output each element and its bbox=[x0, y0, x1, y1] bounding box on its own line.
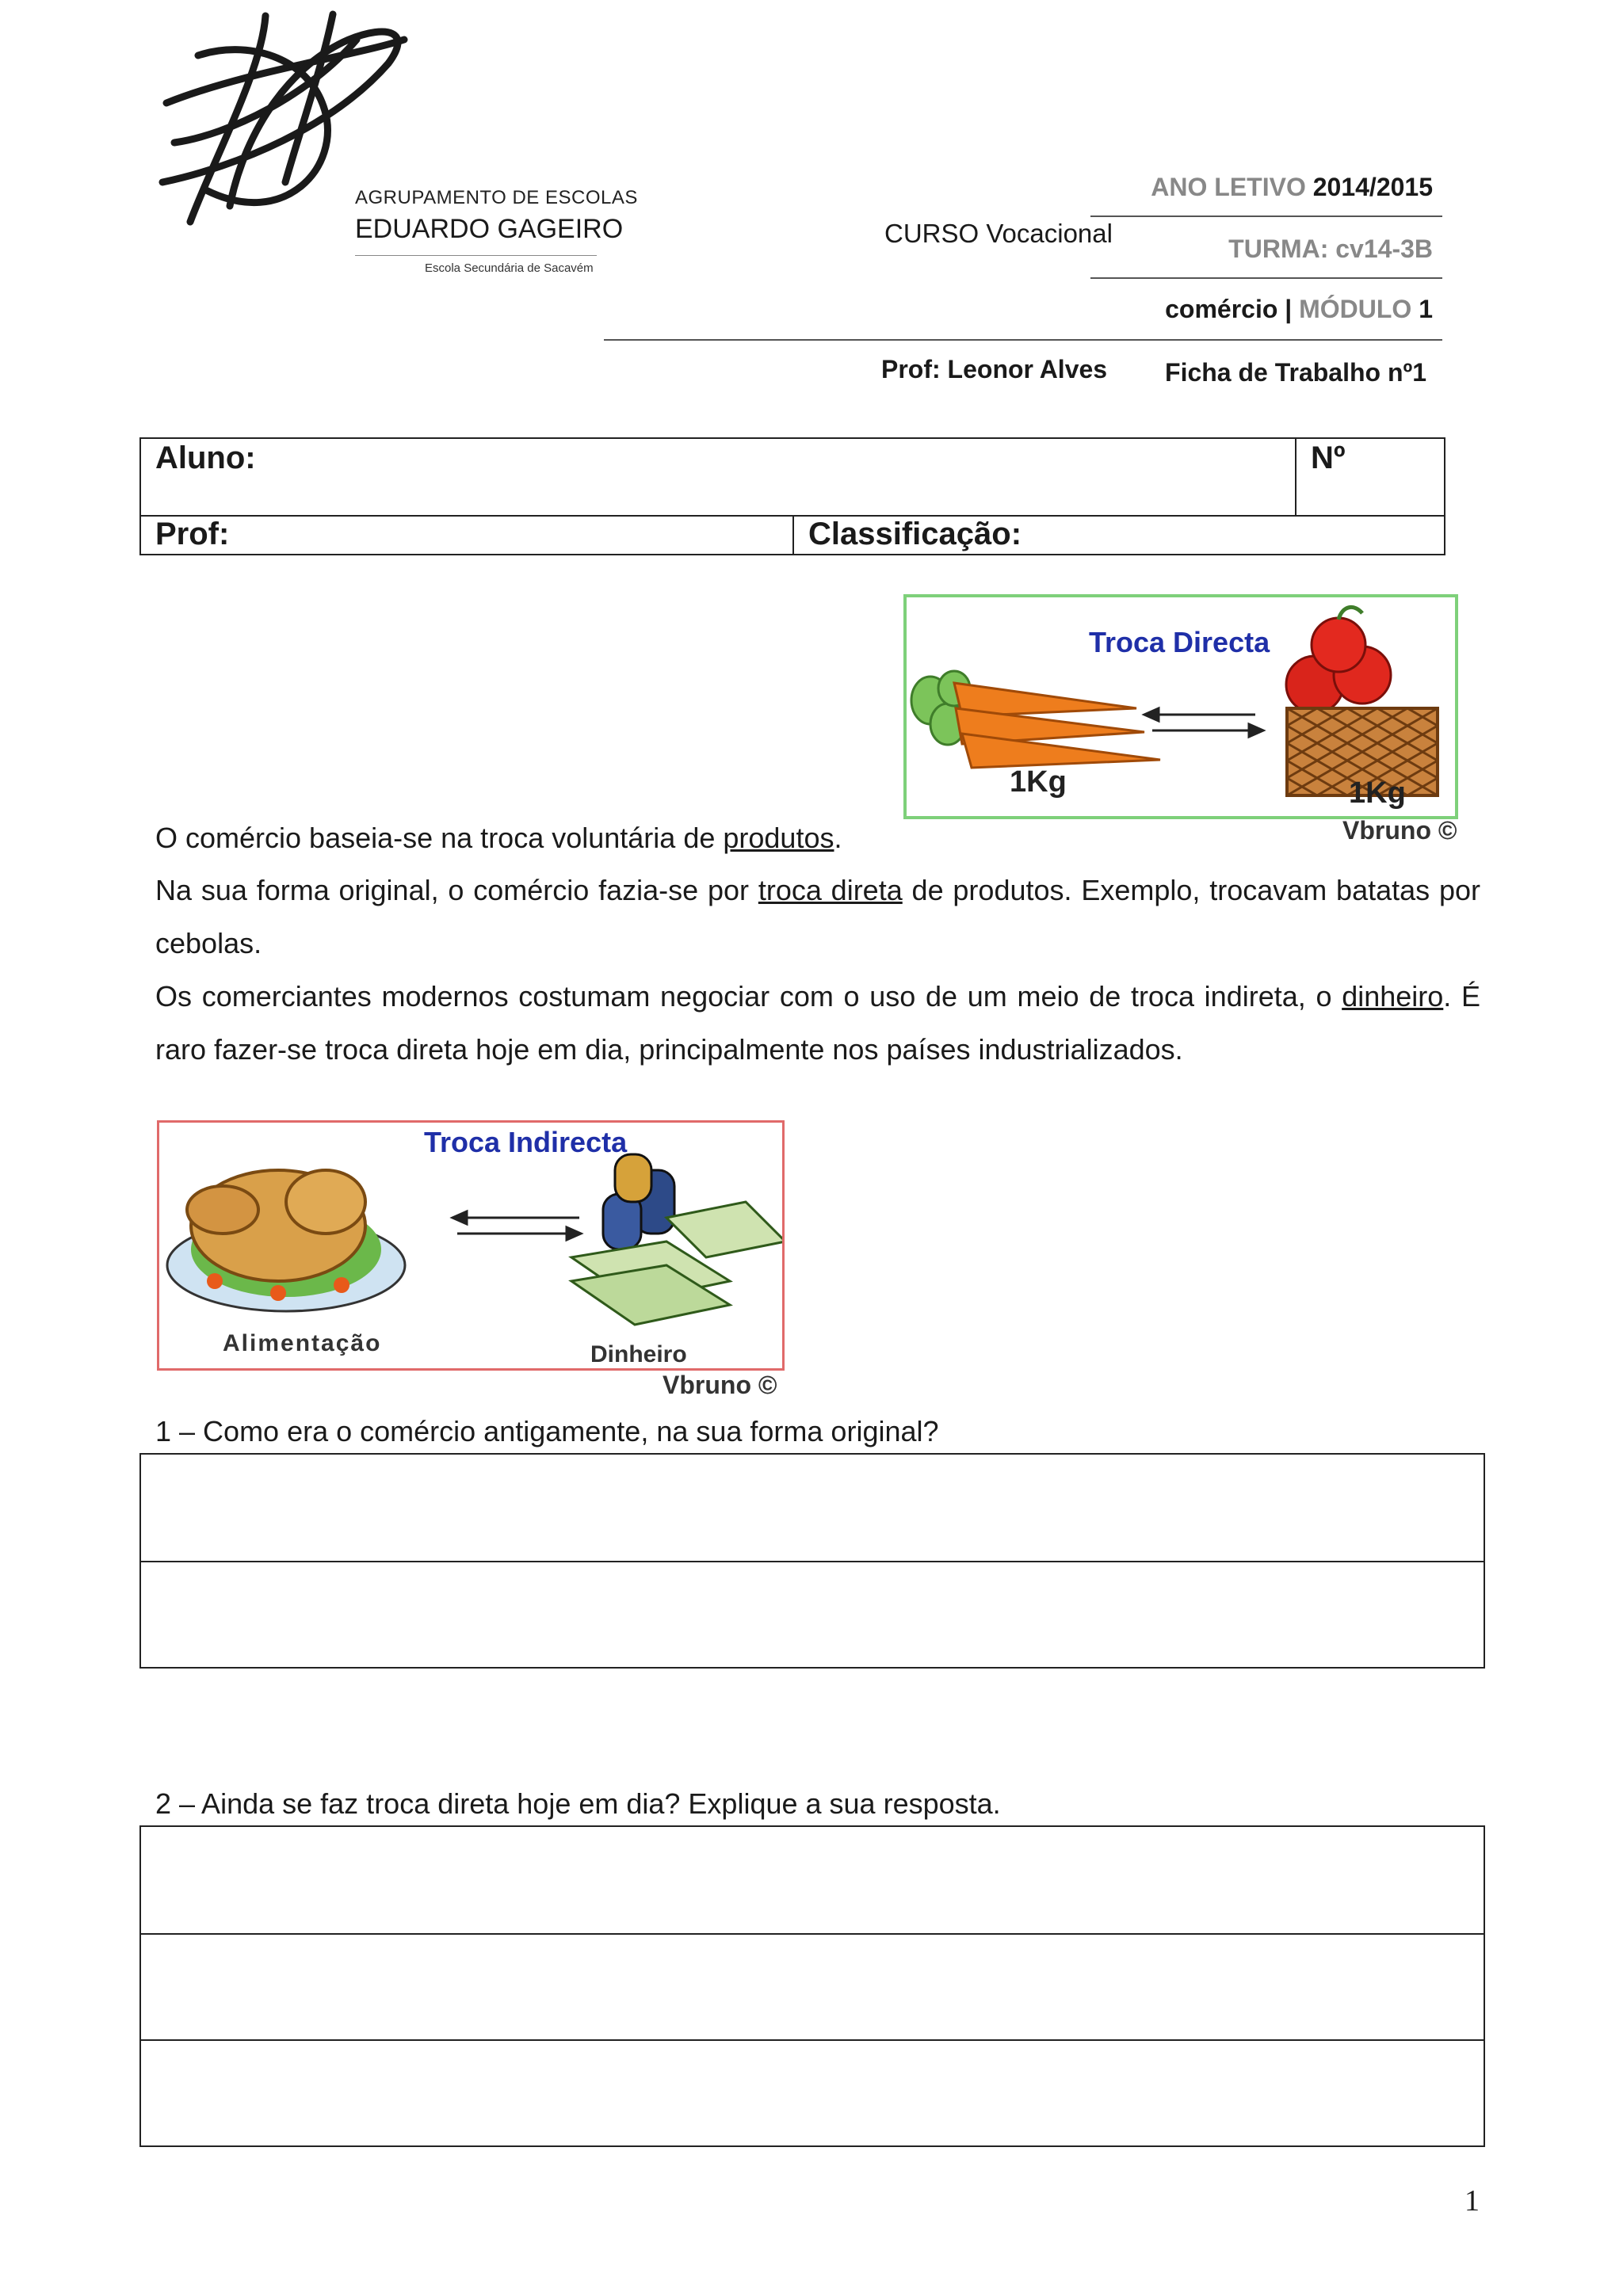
page-number: 1 bbox=[1465, 2184, 1480, 2218]
indirect-image-credit: Vbruno © bbox=[663, 1371, 777, 1399]
paragraph-2-end: de produtos. Exemplo, trocavam batatas por cebolas. bbox=[155, 874, 1480, 959]
student-info-table bbox=[139, 437, 1445, 555]
course-label: CURSO Vocacional bbox=[884, 219, 1113, 248]
student-name-field[interactable] bbox=[140, 438, 1296, 516]
module-label: MÓDULO bbox=[1299, 295, 1412, 323]
teacher-field-label: Prof: bbox=[155, 517, 230, 551]
indirect-exchange-illustration bbox=[157, 1120, 785, 1371]
student-name-label: Aluno: bbox=[155, 441, 256, 475]
indirect-left-label: Alimentação bbox=[223, 1330, 382, 1356]
header-rule-1 bbox=[1090, 215, 1442, 217]
money-stack bbox=[571, 1154, 782, 1325]
paragraph-3-end: . É raro fazer-se troca direta hoje em dia, principalmente nos países industrializados. bbox=[155, 980, 1480, 1066]
answer-line[interactable] bbox=[141, 1455, 1484, 1561]
direct-right-weight: 1Kg bbox=[1349, 776, 1406, 810]
school-name-line1: AGRUPAMENTO DE ESCOLAS bbox=[355, 187, 638, 208]
school-divider bbox=[355, 255, 597, 256]
indirect-right-label: Dinheiro bbox=[590, 1341, 687, 1367]
teacher-field[interactable] bbox=[140, 516, 793, 555]
direct-left-weight: 1Kg bbox=[1010, 765, 1067, 799]
question-2: 2 – Ainda se faz troca direta hoje em dia? Explique a sua resposta. bbox=[155, 1787, 1001, 1820]
apple-basket bbox=[1286, 607, 1438, 795]
link-dinheiro: dinheiro bbox=[1342, 980, 1444, 1013]
student-number-label: Nº bbox=[1311, 441, 1346, 475]
question-1: 1 – Como era o comércio antigamente, na sua forma original? bbox=[155, 1415, 939, 1447]
paragraph-3 bbox=[155, 970, 1480, 1076]
school-year-value: 2014/2015 bbox=[1312, 173, 1433, 201]
school-logo-signature bbox=[151, 8, 420, 246]
module-value: 1 bbox=[1419, 295, 1433, 323]
school-year-label: ANO LETIVO bbox=[1151, 173, 1306, 201]
indirect-exchange-title: Troca Indirecta bbox=[424, 1126, 628, 1158]
teacher-name: Prof: Leonor Alves bbox=[881, 355, 1108, 383]
answer-line[interactable] bbox=[141, 1933, 1484, 2039]
direct-image-credit: Vbruno © bbox=[1342, 816, 1457, 845]
grade-field[interactable] bbox=[793, 516, 1445, 555]
subject-module bbox=[1165, 295, 1433, 324]
school-year bbox=[1151, 173, 1433, 202]
class-group: TURMA: cv14-3B bbox=[1228, 235, 1433, 263]
worksheet-title: Ficha de Trabalho nº1 bbox=[1165, 358, 1426, 387]
header-rule-2 bbox=[1090, 277, 1442, 279]
link-produtos: produtos bbox=[723, 822, 834, 854]
paragraph-1-end: . bbox=[834, 822, 842, 854]
paragraph-1-text: O comércio baseia-se na troca voluntária de bbox=[155, 822, 724, 854]
paragraph-2-text: Na sua forma original, o comércio fazia-se por bbox=[155, 874, 758, 906]
student-number-field[interactable] bbox=[1296, 438, 1445, 516]
subject-label: comércio | bbox=[1165, 295, 1293, 323]
roast-chicken bbox=[167, 1170, 405, 1311]
direct-exchange-illustration bbox=[903, 594, 1458, 819]
school-name-line2: EDUARDO GAGEIRO bbox=[355, 214, 624, 244]
paragraph-1 bbox=[155, 811, 1480, 864]
answer-line[interactable] bbox=[141, 1827, 1484, 1933]
answer-box-2[interactable] bbox=[139, 1825, 1485, 2147]
direct-exchange-title: Troca Directa bbox=[1089, 626, 1270, 658]
link-troca-direta: troca direta bbox=[758, 874, 903, 906]
answer-line[interactable] bbox=[141, 1561, 1484, 1667]
header-rule-3 bbox=[604, 339, 1442, 341]
paragraph-2 bbox=[155, 864, 1480, 970]
answer-line[interactable] bbox=[141, 2039, 1484, 2145]
paragraph-3-text: Os comerciantes modernos costumam negociar com o uso de um meio de troca indireta, o bbox=[155, 980, 1342, 1013]
school-name-line3: Escola Secundária de Sacavém bbox=[425, 261, 594, 275]
answer-box-1[interactable] bbox=[139, 1453, 1485, 1669]
carrots bbox=[954, 683, 1160, 768]
grade-field-label: Classificação: bbox=[808, 517, 1022, 551]
